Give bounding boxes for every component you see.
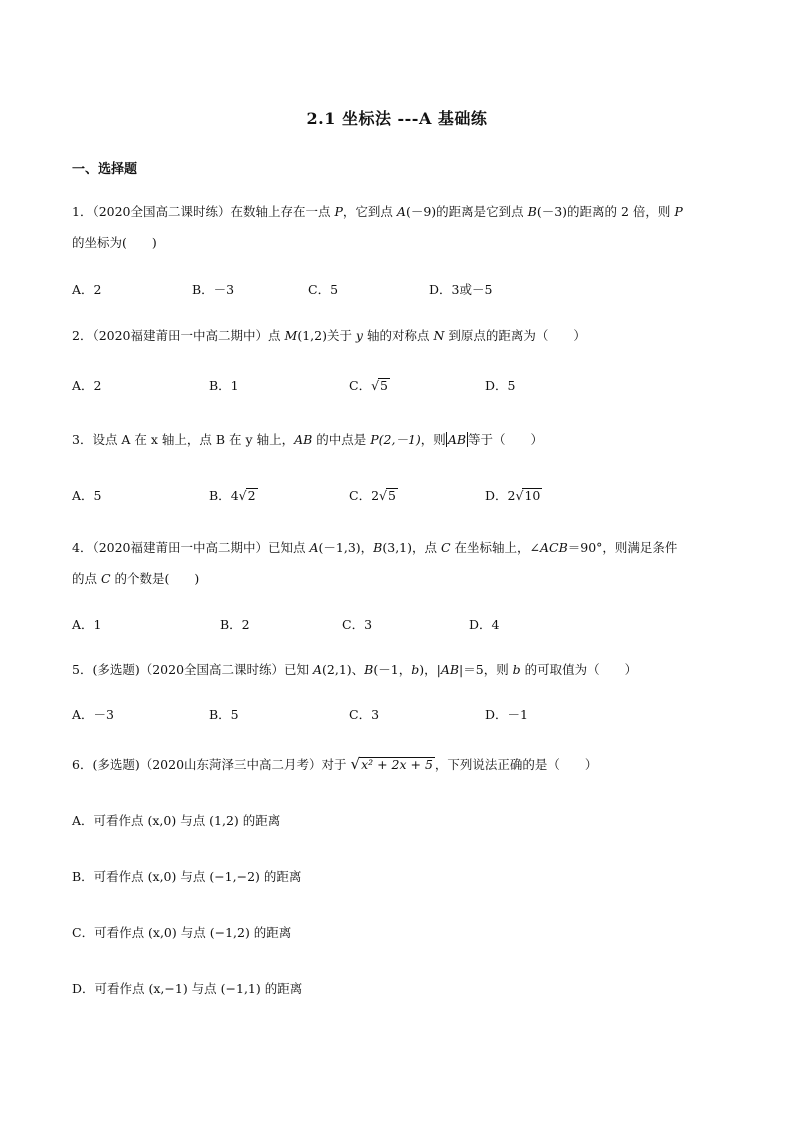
question-4-line-1 <box>72 538 677 558</box>
text: |＝5，则 <box>459 662 513 677</box>
option: C．5 <box>308 282 339 297</box>
option <box>209 486 258 504</box>
radical-sign: √ <box>371 378 380 393</box>
question-6-option-d: D．可看作点 (x,−1) 与点 (−1,1) 的距离 <box>72 981 303 996</box>
option: C．3 <box>342 617 373 632</box>
question-1-options <box>72 280 712 300</box>
var: P <box>674 204 683 219</box>
option: D．5 <box>485 378 516 393</box>
text: 的可取值为（ ） <box>520 662 638 677</box>
question-4-options <box>72 615 712 635</box>
option: A．－3 <box>72 707 114 722</box>
var: b <box>411 662 420 677</box>
question-3 <box>72 430 543 450</box>
option-label: C． <box>349 378 372 393</box>
question-1-line-1 <box>72 202 683 222</box>
option <box>349 376 390 394</box>
option: B．1 <box>209 378 239 393</box>
var: M <box>284 328 298 343</box>
var: N <box>433 328 445 343</box>
radical-sign: √ <box>515 488 524 503</box>
var: C <box>440 540 451 555</box>
option: D．3或－5 <box>429 282 493 297</box>
text: 6．(多选题)（2020山东菏泽三中高二月考）对于 <box>72 757 351 772</box>
text: 1．（2020全国高二课时练）在数轴上存在一点 <box>72 204 335 219</box>
text: 2．（2020福建莆田一中高二期中）点 <box>72 328 285 343</box>
text: 等于（ ） <box>468 432 544 447</box>
question-5 <box>72 660 637 680</box>
var: B <box>373 540 383 555</box>
text: (2,1)、 <box>322 662 365 677</box>
radical-sign: √ <box>238 488 247 503</box>
text: 3．设点 A 在 x 轴上，点 B 在 y 轴上， <box>72 432 295 447</box>
text: ，它到点 <box>342 204 397 219</box>
text: 在坐标轴上，∠ <box>450 540 540 555</box>
option: A．2 <box>72 282 102 297</box>
radicand: 2 <box>247 488 256 503</box>
option: A．5 <box>72 488 102 503</box>
text: 5．(多选题)（2020全国高二课时练）已知 <box>72 662 313 677</box>
coef: 2 <box>371 488 380 503</box>
text: 4．（2020福建莆田一中高二期中）已知点 <box>72 540 310 555</box>
text: (－9)的距离是它到点 <box>405 204 528 219</box>
question-2 <box>72 326 586 346</box>
text: ，下列说法正确的是（ ） <box>434 757 598 772</box>
question-6-option-a: A．可看作点 (x,0) 与点 (1,2) 的距离 <box>72 813 281 828</box>
text: (－1， <box>373 662 412 677</box>
text: (－1,3)， <box>318 540 374 555</box>
option: D．－1 <box>485 707 528 722</box>
option: B．－3 <box>192 282 235 297</box>
var: B <box>364 662 374 677</box>
option <box>485 486 542 504</box>
option <box>349 486 398 504</box>
page-title: 2.1 坐标法 ---A 基础练 <box>306 109 488 128</box>
radicand: x² + 2x + 5 <box>361 757 433 772</box>
question-6 <box>72 754 597 775</box>
text: 的中点是 <box>312 432 371 447</box>
text: 的点 <box>72 571 101 586</box>
text: (3,1)，点 <box>382 540 441 555</box>
var: AB <box>294 432 313 447</box>
question-5-options <box>72 705 712 725</box>
text: (－3)的距离的 2 倍，则 <box>536 204 675 219</box>
option: A．1 <box>72 617 102 632</box>
option-label: B． <box>209 488 231 503</box>
option-label: D． <box>485 488 508 503</box>
var: A <box>313 662 323 677</box>
option: C．3 <box>349 707 380 722</box>
coef: 2 <box>507 488 516 503</box>
radicand: 5 <box>388 488 396 503</box>
var: B <box>527 204 537 219</box>
var: A <box>396 204 406 219</box>
question-3-options <box>72 486 712 506</box>
abs-value: AB <box>447 432 467 447</box>
option: D．4 <box>469 617 500 632</box>
question-6-option-b: B．可看作点 (x,0) 与点 (−1,−2) 的距离 <box>72 869 302 884</box>
question-6-option-c: C．可看作点 (x,0) 与点 (−1,2) 的距离 <box>72 925 292 940</box>
coef: 4 <box>230 488 239 503</box>
var: A <box>309 540 319 555</box>
var: P <box>334 204 343 219</box>
option-label: C． <box>349 488 372 503</box>
text: 的个数是( ) <box>110 571 200 586</box>
option: A．2 <box>72 378 102 393</box>
option: B．5 <box>209 707 239 722</box>
radicand: 10 <box>524 488 541 503</box>
question-4-line-2 <box>72 569 199 589</box>
var: C <box>100 571 111 586</box>
text: ，则 <box>420 432 446 447</box>
var: ACB <box>540 540 568 555</box>
var: y <box>355 328 363 343</box>
radicand: 5 <box>380 378 388 393</box>
text: 到原点的距离为（ ） <box>444 328 586 343</box>
var: AB <box>440 662 460 677</box>
question-1-line-2: 的坐标为( ) <box>72 235 157 250</box>
radical-sign: √ <box>350 755 361 773</box>
radical-sign: √ <box>379 488 387 503</box>
text: )，| <box>419 662 441 677</box>
text: (1,2)关于 <box>297 328 356 343</box>
expression: P(2,－1) <box>370 432 421 447</box>
section-heading: 一、选择题 <box>72 162 138 177</box>
text: 轴的对称点 <box>362 328 434 343</box>
question-2-options <box>72 376 712 396</box>
text: ＝90°，则满足条件 <box>567 540 678 555</box>
var: b <box>512 662 521 677</box>
option: B．2 <box>220 617 250 632</box>
